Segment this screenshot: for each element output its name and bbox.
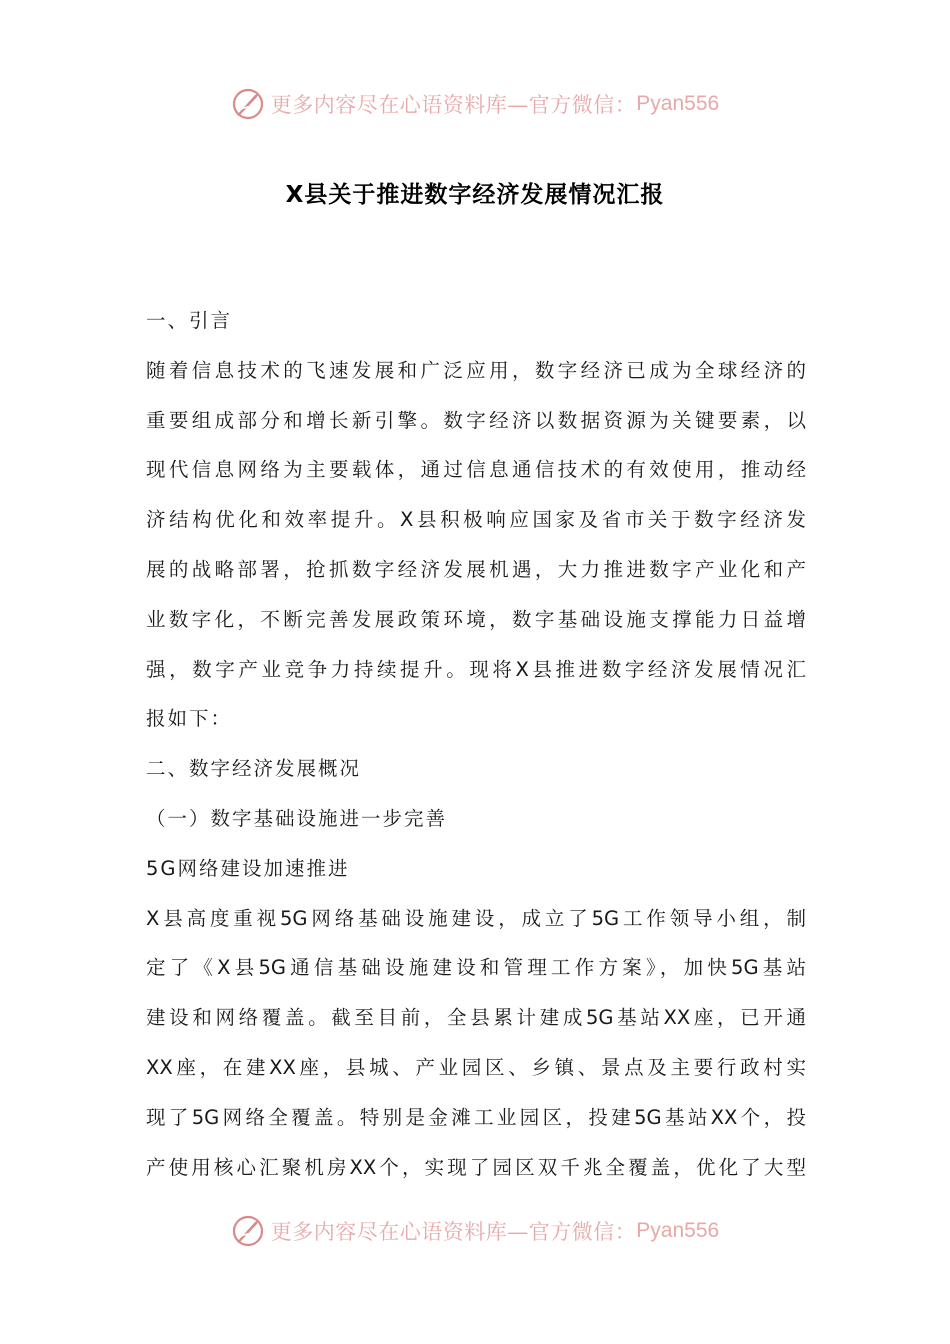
- watermark-text: 更多内容尽在心语资料库—官方微信：: [270, 93, 637, 117]
- body-line: 展的战略部署，抢抓数字经济发展机遇，大力推进数字产业化和产: [146, 557, 806, 581]
- body-line: 现代信息网络为主要载体，通过信息通信技术的有效使用，推动经: [146, 458, 806, 482]
- watermark-wechat-id: Pyan556: [636, 1219, 720, 1242]
- body-line: 产使用核心汇聚机房XX个，实现了园区双千兆全覆盖，优化了大型: [146, 1155, 806, 1179]
- document-title: X县关于推进数字经济发展情况汇报: [285, 182, 665, 208]
- body-line: 重要组成部分和增长新引擎。数字经济以数据资源为关键要素，以: [146, 408, 806, 432]
- watermark-footer: [0, 1211, 950, 1251]
- body-line: 现了5G网络全覆盖。特别是金滩工业园区，投建5G基站XX个，投: [146, 1105, 806, 1129]
- quill-logo-icon: [231, 87, 265, 121]
- document-body: [146, 296, 806, 1192]
- body-line: 随着信息技术的飞速发展和广泛应用，数字经济已成为全球经济的: [146, 358, 806, 382]
- body-line: XX座，在建XX座，县城、产业园区、乡镇、景点及主要行政村实: [146, 1055, 806, 1079]
- body-line: 一、引言: [146, 309, 233, 332]
- watermark-header: [0, 84, 950, 124]
- body-line: （一）数字基础设施进一步完善: [146, 806, 448, 830]
- body-line: 强，数字产业竞争力持续提升。现将X县推进数字经济发展情况汇: [146, 657, 806, 681]
- watermark-wechat-id: Pyan556: [636, 92, 720, 115]
- body-line: 建设和网络覆盖。截至目前，全县累计建成5G基站XX座，已开通: [146, 1006, 806, 1030]
- body-line: 济结构优化和效率提升。X县积极响应国家及省市关于数字经济发: [146, 508, 806, 532]
- body-line: 业数字化，不断完善发展政策环境，数字基础设施支撑能力日益增: [146, 607, 806, 631]
- quill-logo-icon: [231, 1214, 265, 1248]
- body-line: 定了《X县5G通信基础设施建设和管理工作方案》，加快5G基站: [146, 956, 806, 980]
- body-line: 二、数字经济发展概况: [146, 757, 362, 781]
- body-line: X县高度重视5G网络基础设施建设，成立了5G工作领导小组，制: [146, 906, 806, 930]
- watermark-text: 更多内容尽在心语资料库—官方微信：: [270, 1220, 637, 1244]
- body-line: 5G网络建设加速推进: [146, 856, 350, 880]
- body-line: 报如下：: [146, 707, 233, 731]
